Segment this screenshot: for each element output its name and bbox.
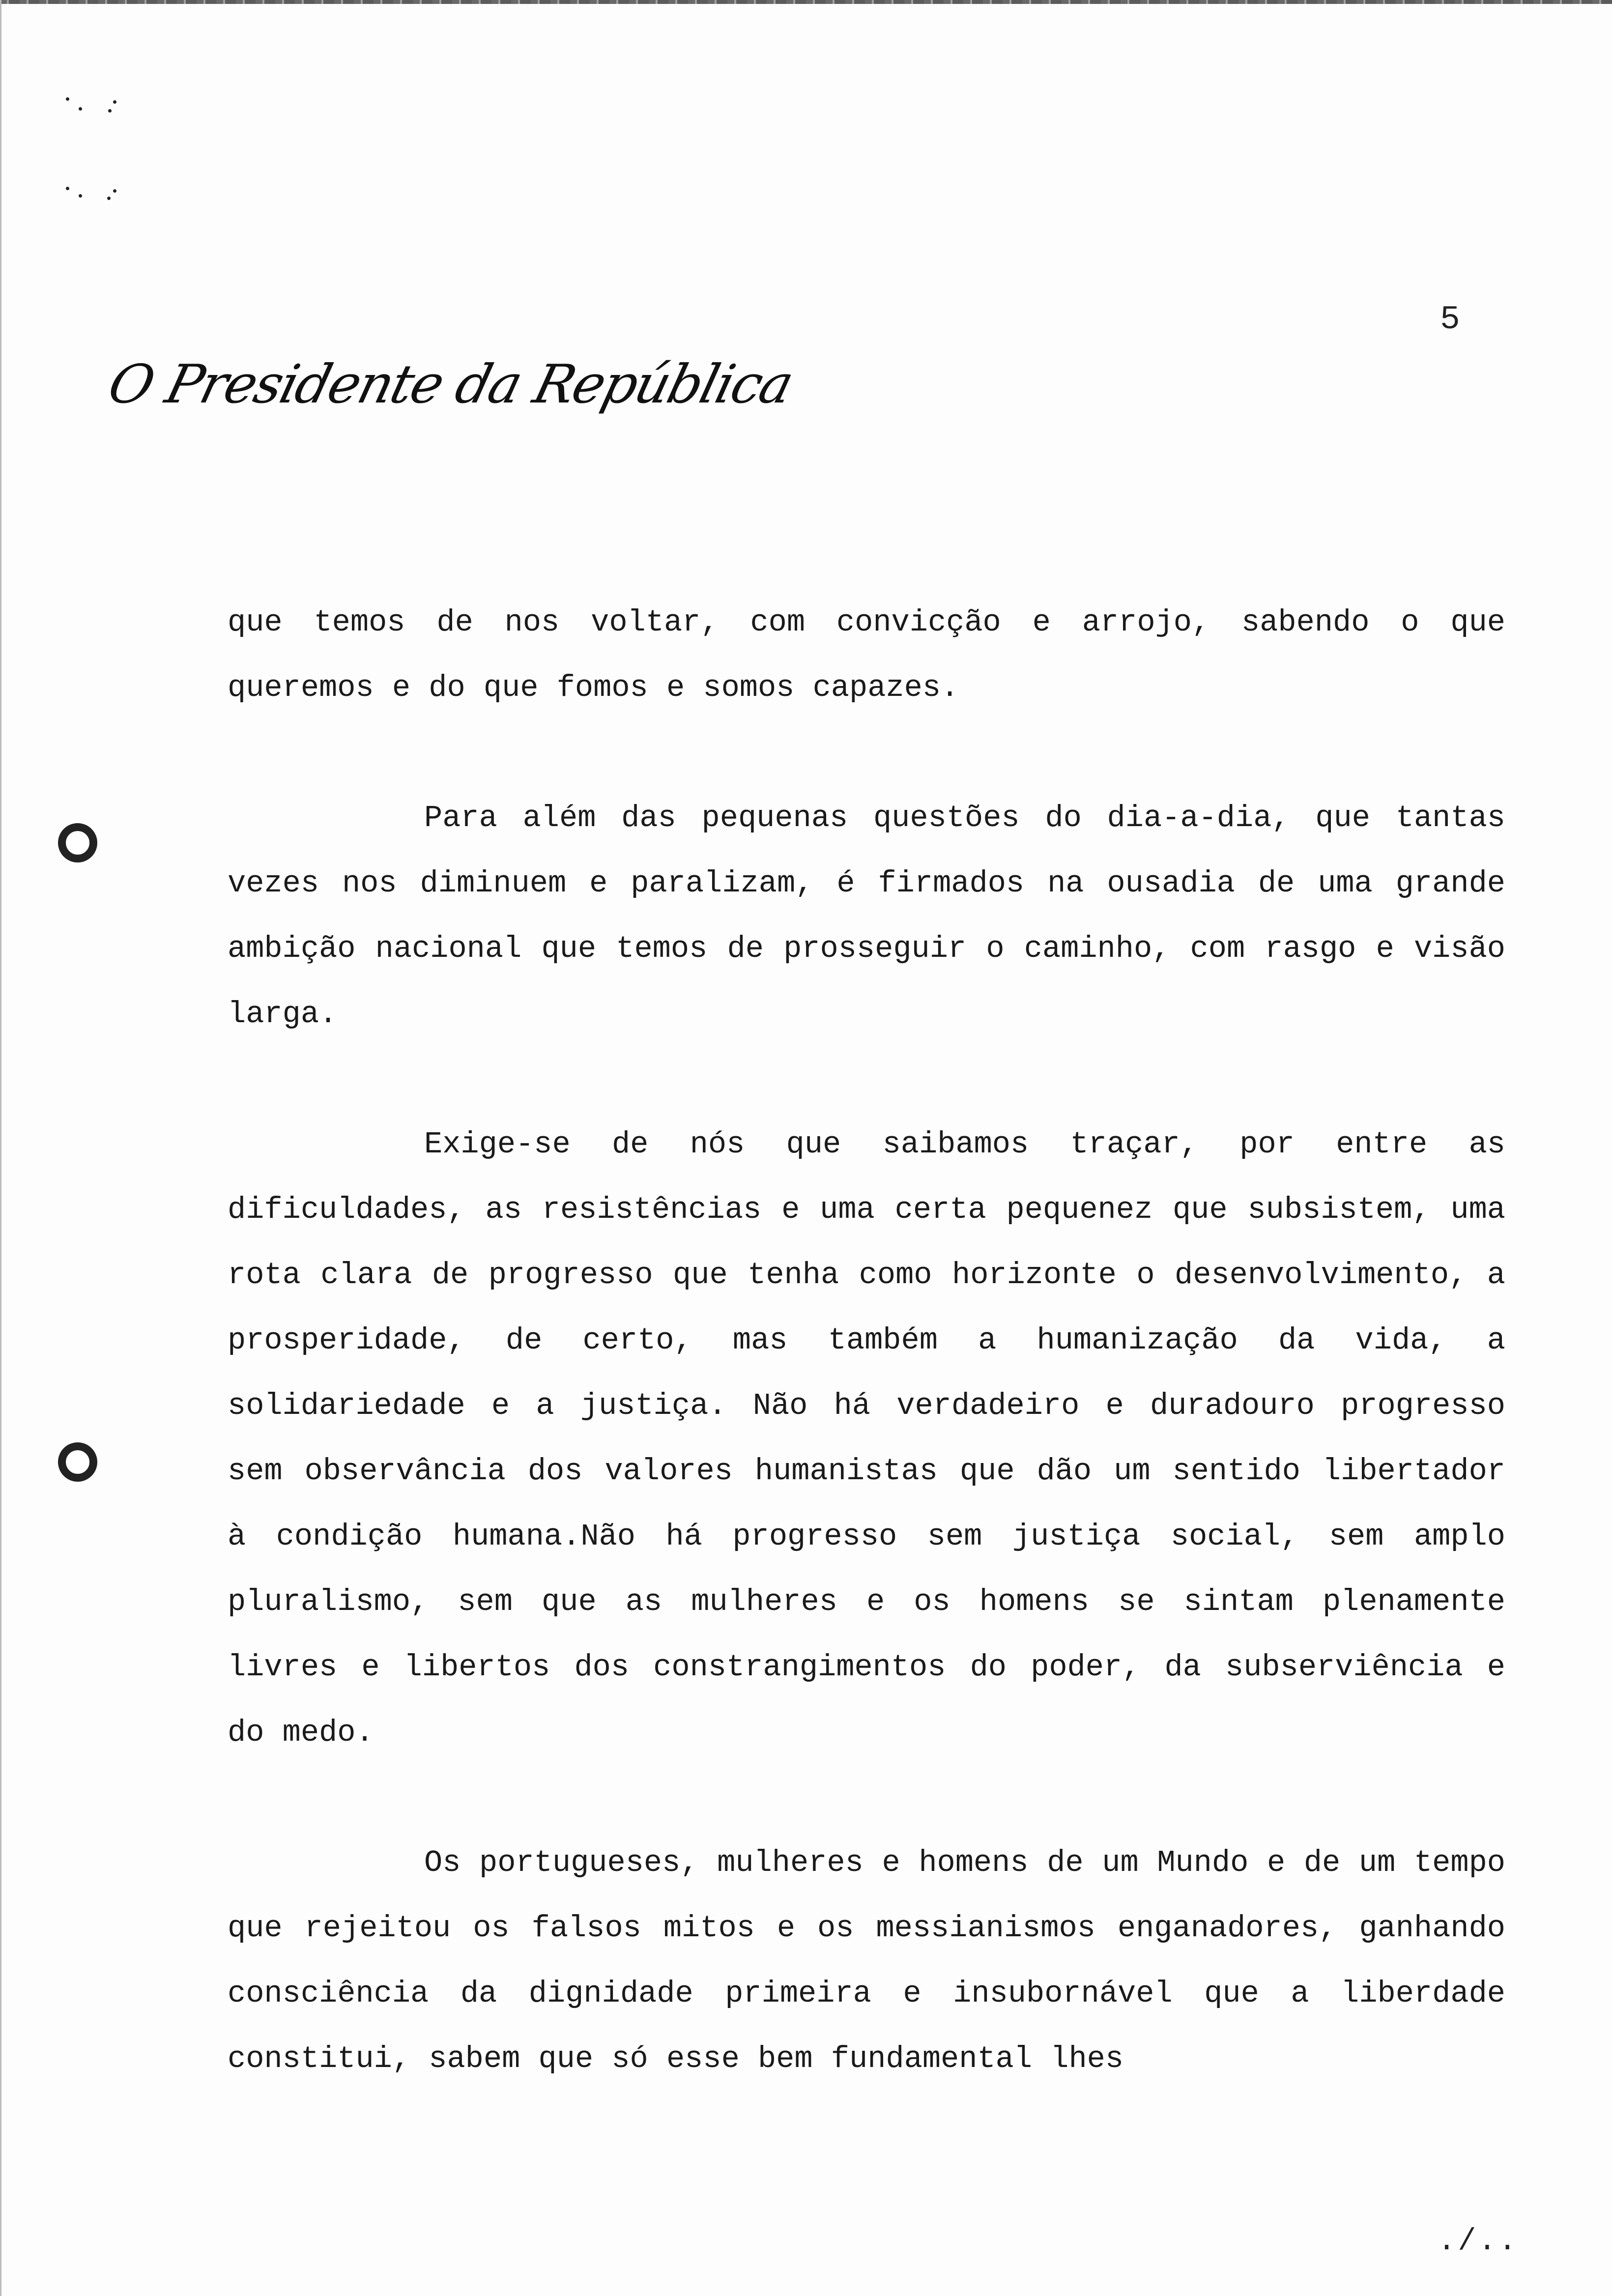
- speck: [108, 109, 112, 113]
- speck: [113, 189, 116, 193]
- body-text: [228, 590, 1505, 2156]
- punch-hole: [58, 823, 97, 862]
- page-number: 5: [1440, 301, 1460, 339]
- paragraph: Para além das pequenas questões do dia-a-dia, que tantas vezes nos diminuem e paralizam, é firmados na ousadia de uma grande ambição nacional que temos de prosseguir o caminho, com rasgo e visão larga.: [228, 801, 1505, 1032]
- continuation-mark: ./..: [1438, 2224, 1519, 2259]
- paragraph: que temos de nos voltar, com convicção e arrojo, sabendo o que queremos e do que fomos e somos capazes.: [228, 605, 1505, 705]
- speck: [79, 107, 82, 111]
- speck: [107, 197, 111, 200]
- speck: [113, 100, 116, 104]
- scan-left-edge: [0, 0, 1, 2296]
- speck: [79, 194, 82, 198]
- speck: [66, 187, 69, 190]
- scan-top-edge: [0, 0, 1612, 4]
- punch-hole: [58, 1442, 97, 1482]
- paragraph: Os portugueses, mulheres e homens de um Mundo e de um tempo que rejeitou os falsos mitos e os messianismos enganadores, ganhando consciência da dignidade primeira e insubornável que a liberdade constitui, sabem que só esse bem fundamental lhes: [228, 1845, 1505, 2076]
- speck: [66, 97, 69, 101]
- letterhead: O Presidente da República: [102, 354, 799, 415]
- paragraph: Exige-se de nós que saibamos traçar, por entre as dificuldades, as resistências e uma certa pequenez que subsistem, uma rota clara de progresso que tenha como horizonte o desenvolvimento, a prosperidade, de certo, mas também a humanização da vida, a solidariedade e a justiça. Não há verdadeiro e duradouro progresso sem observância dos valores humanistas que dão um sentido libertador à condição humana.Não há progresso sem justiça social, sem amplo pluralismo, sem que as mulheres e os homens se sintam plenamente livres e libertos dos constrangimentos do poder, da subserviência e do medo.: [228, 1127, 1505, 1750]
